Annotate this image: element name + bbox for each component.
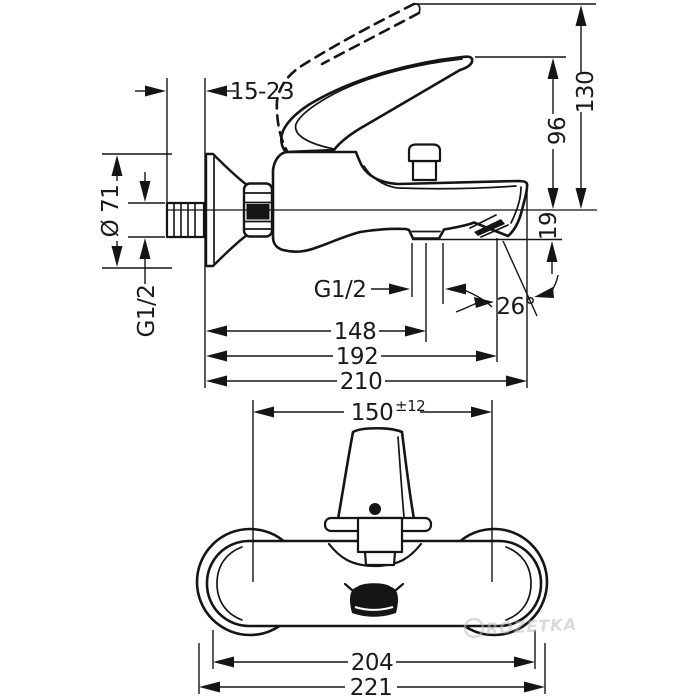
handle-pin-hole xyxy=(369,503,381,515)
dim-connection-tolerance-label: ±12 xyxy=(395,397,426,415)
dim-body-width xyxy=(213,650,535,676)
dim-wall-thread xyxy=(134,172,160,337)
dim-wall-offset-label: 15-23 xyxy=(229,79,295,105)
dim-spout-angle-label: 26° xyxy=(496,294,536,320)
dim-shower-thread-label: G1/2 xyxy=(313,277,367,303)
dim-height-total xyxy=(573,5,599,209)
wall-thread-pipe xyxy=(167,203,204,237)
handle-outline xyxy=(281,57,472,152)
dim-overall-width-label: 221 xyxy=(349,675,393,700)
dim-wall-offset xyxy=(135,79,294,105)
lever-handle-side xyxy=(281,57,472,152)
front-view xyxy=(197,397,547,700)
dim-outlet-drop xyxy=(536,212,562,274)
dim-spout-outlet-reach xyxy=(206,344,497,370)
dim-height-handle-label: 96 xyxy=(545,116,571,146)
dim-shower-thread xyxy=(314,277,492,307)
dim-connection-spacing xyxy=(253,397,492,426)
dim-height-handle xyxy=(545,58,571,209)
mixer-body-and-spout xyxy=(273,152,527,252)
dim-shower-reach-label: 148 xyxy=(333,319,377,345)
dim-spout-outlet-reach-label: 192 xyxy=(335,344,379,370)
handle-stem-lower xyxy=(365,552,395,565)
diverter-knob-side xyxy=(409,145,440,181)
dim-height-total-label: 130 xyxy=(573,70,599,114)
body-spout-outline xyxy=(273,152,527,252)
side-view xyxy=(98,4,599,395)
dim-outlet-drop-label: 19 xyxy=(536,211,562,241)
watermark-text: ROZETKA xyxy=(485,614,578,639)
dim-escutcheon-diameter xyxy=(98,155,124,267)
dim-wall-thread-label: G1/2 xyxy=(134,284,160,338)
handle-stem xyxy=(358,518,402,552)
dim-overall-width xyxy=(199,675,545,700)
dim-spout-angle xyxy=(456,275,558,320)
dim-spout-reach-label: 210 xyxy=(339,369,383,395)
dim-spout-reach xyxy=(206,369,527,395)
dim-connection-spacing-label: 150 xyxy=(350,400,394,426)
dim-shower-reach xyxy=(206,319,426,345)
dim-escutcheon-diameter-label: Ø 71 xyxy=(98,184,124,238)
dim-body-width-label: 204 xyxy=(350,650,394,676)
